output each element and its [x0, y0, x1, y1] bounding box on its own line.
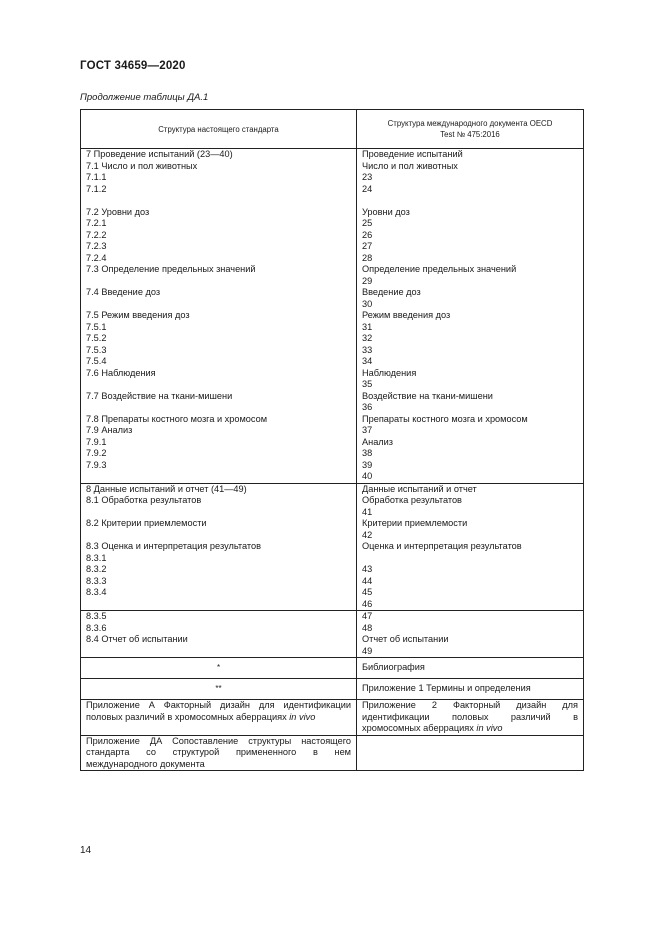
annex-a-right-cell	[357, 700, 584, 736]
annex-da-right-cell	[357, 735, 584, 771]
oecd-header-line-1: Структура международного документа OECD	[387, 119, 553, 128]
table-line: Критерии приемлемости	[362, 518, 468, 528]
table-line: 7.4 Введение доз	[86, 287, 161, 297]
table-line: 35	[362, 379, 373, 389]
table-line: 24	[362, 183, 373, 194]
table-line: 42	[362, 529, 373, 540]
table-line: Оценка и интерпретация результатов	[362, 541, 522, 551]
table-line: 46	[362, 598, 373, 609]
table-line: Обработка результатов	[362, 495, 462, 505]
table-line: Воздействие на ткани-мишени	[362, 390, 493, 401]
table-line: 31	[362, 321, 373, 332]
table-line: 7.9.3	[86, 459, 107, 470]
table-line: 7.5.2	[86, 333, 107, 343]
annex-a-right-italic: in vivo	[476, 723, 503, 733]
col-header-oecd-document	[357, 110, 584, 149]
table-line: 8 Данные испытаний и отчет (41—49)	[86, 483, 247, 494]
table-line: 30	[362, 298, 373, 309]
table-line: 8.3.3	[86, 575, 107, 586]
table-line: 23	[362, 172, 373, 182]
table-line: 41	[362, 506, 373, 517]
table-line	[362, 195, 578, 207]
table-line: 7.5 Режим введения доз	[86, 310, 190, 320]
table-line: 36	[362, 402, 373, 412]
table-line: 39	[362, 459, 373, 470]
table-line: Уровни доз	[362, 206, 410, 217]
table-line: 7.5.1	[86, 321, 107, 332]
table-line: 8.3.6	[86, 622, 107, 633]
table-line: 7.7 Воздействие на ткани-мишени	[86, 390, 233, 401]
table-line: 8.1 Обработка результатов	[86, 495, 202, 505]
table-row-annex-a	[81, 700, 584, 736]
table-line: 8.3.2	[86, 564, 107, 574]
table-line: 7.1.1	[86, 172, 107, 182]
section-8-right-cell	[357, 483, 584, 611]
table-line: 8.3 Оценка и интерпретация результатов	[86, 541, 261, 551]
table-line: Определение предельных значений	[362, 264, 517, 274]
table-line: 7.3 Определение предельных значений	[86, 264, 256, 274]
annex-1-left-cell: **	[81, 679, 357, 700]
table-line	[362, 553, 578, 565]
section-8-left-cell	[81, 483, 357, 611]
table-row-bibliography	[81, 658, 584, 679]
section-8b-right-cell	[357, 611, 584, 658]
table-line: 40	[362, 471, 373, 481]
table-line: 7 Проведение испытаний (23—40)	[86, 149, 233, 159]
annex-da-left-cell: Приложение ДА Сопоставление структуры настоящего стандарта со структурой примененного в нем международного документа	[81, 735, 357, 771]
table-line: 44	[362, 575, 373, 586]
table-line: Введение доз	[362, 287, 421, 297]
standard-title: ГОСТ 34659—2020	[80, 60, 186, 72]
table-line: 7.2.3	[86, 241, 107, 251]
table-line: Режим введения доз	[362, 310, 451, 320]
table-line: Анализ	[362, 436, 394, 447]
table-line: 8.2 Критерии приемлемости	[86, 518, 207, 528]
table-line: 33	[362, 344, 373, 355]
table-header-row	[81, 110, 584, 149]
table-row-section-8-continued	[81, 611, 584, 658]
table-line: 32	[362, 333, 373, 343]
page-number: 14	[80, 845, 92, 856]
table-line: 7.9 Анализ	[86, 425, 133, 435]
table-line: 34	[362, 356, 373, 366]
table-line: Отчет об испытании	[362, 634, 449, 644]
table-line: 7.1.2	[86, 183, 107, 194]
table-line: 7.1 Число и пол животных	[86, 160, 198, 171]
table-line: 38	[362, 448, 373, 458]
table-line: 7.5.4	[86, 356, 107, 366]
table-line: 7.2 Уровни доз	[86, 206, 150, 217]
table-line: 8.3.4	[86, 587, 107, 597]
table-continuation-caption: Продолжение таблицы ДА.1	[80, 92, 209, 103]
table-line: 45	[362, 587, 373, 597]
oecd-header-line-2: Test № 475:2016	[440, 130, 500, 139]
table-line: 7.5.3	[86, 344, 107, 355]
col-header-national-standard: Структура настоящего стандарта	[81, 110, 357, 149]
table-row-section-8	[81, 483, 584, 611]
table-line: 8.3.1	[86, 552, 107, 563]
annex-a-right-text: Приложение 2 Факторный дизайн для идентификации половых различий в хромосомных аберрациях	[362, 700, 578, 733]
table-line: 27	[362, 241, 373, 251]
table-line: 49	[362, 645, 373, 656]
table-line: Наблюдения	[362, 367, 417, 378]
table-line: 8.3.5	[86, 611, 107, 621]
bibliography-left-cell: *	[81, 658, 357, 679]
table-line: 47	[362, 611, 373, 621]
table-line: 7.9.1	[86, 436, 107, 447]
annex-a-left-italic: in vivo	[289, 711, 316, 722]
table-line: 48	[362, 622, 373, 633]
table-line: Проведение испытаний	[362, 149, 463, 159]
bibliography-right-cell: Библиография	[357, 658, 584, 679]
table-line: Препараты костного мозга и хромосом	[362, 413, 528, 424]
table-line: 8.4 Отчет об испытании	[86, 634, 188, 644]
table-line: 28	[362, 252, 373, 263]
table-line: 29	[362, 275, 373, 286]
table-row-annex-1	[81, 679, 584, 700]
annex-a-left-cell	[81, 700, 357, 736]
correspondence-table	[80, 109, 584, 771]
table-line: 7.9.2	[86, 448, 107, 458]
table-line: 7.6 Наблюдения	[86, 367, 156, 378]
table-row-section-7	[81, 149, 584, 484]
table-line: Число и пол животных	[362, 160, 458, 171]
table-line: 25	[362, 218, 373, 228]
table-line: 7.2.2	[86, 229, 107, 240]
table-line: 37	[362, 425, 373, 435]
table-line: 7.8 Препараты костного мозга и хромосом	[86, 413, 268, 424]
annex-1-right-cell: Приложение 1 Термины и определения	[357, 679, 584, 700]
table-line: 43	[362, 564, 373, 574]
table-line: 26	[362, 229, 373, 240]
table-line: 7.2.4	[86, 252, 107, 263]
table-row-annex-da	[81, 735, 584, 771]
table-line: Данные испытаний и отчет	[362, 483, 477, 494]
table-line: 7.2.1	[86, 218, 107, 228]
section-8b-left-cell	[81, 611, 357, 658]
section-7-right-cell	[357, 149, 584, 484]
annex-a-left-text: Приложение А Факторный дизайн для идентификации половых различий в хромосомных аберрациях	[86, 700, 351, 722]
section-7-left-cell	[81, 149, 357, 484]
